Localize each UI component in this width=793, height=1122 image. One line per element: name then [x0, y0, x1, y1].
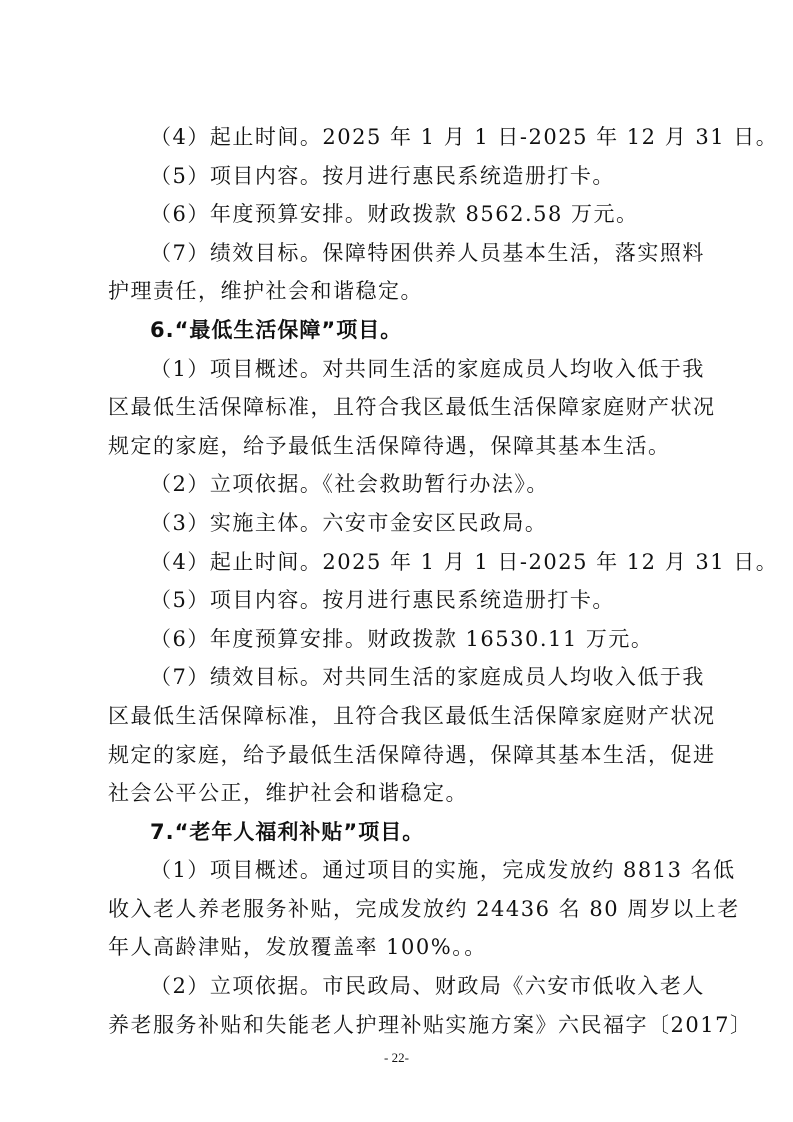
paragraph-line: 养老服务补贴和失能老人护理补贴实施方案》六民福字〔2017〕: [108, 1012, 753, 1037]
paragraph-line: 社会公平公正，维护社会和谐稳定。: [108, 781, 468, 806]
paragraph-line: 规定的家庭，给予最低生活保障待遇，保障其基本生活。: [108, 433, 671, 458]
paragraph-line: （3）实施主体。六安市金安区民政局。: [150, 510, 548, 535]
paragraph-line: 年人高龄津贴，发放覆盖率 100%。。: [108, 935, 487, 960]
paragraph-line: 护理责任，维护社会和谐稳定。: [108, 279, 423, 304]
paragraph-line: （4）起止时间。2025 年 1 月 1 日-2025 年 12 月 31 日。: [150, 125, 779, 149]
page-number: - 22-: [384, 1050, 409, 1065]
paragraph-line: （6）年度预算安排。财政拨款 8562.58 万元。: [150, 202, 639, 227]
paragraph-line: 区最低生活保障标准，且符合我区最低生活保障家庭财产状况: [108, 703, 716, 728]
paragraph-line: 收入老人养老服务补贴，完成发放约 24436 名 80 周岁以上老: [108, 896, 740, 921]
paragraph-line: 规定的家庭，给予最低生活保障待遇，保障其基本生活，促进: [108, 742, 716, 767]
paragraph-line: （5）项目内容。按月进行惠民系统造册打卡。: [150, 163, 615, 188]
paragraph-line: （5）项目内容。按月进行惠民系统造册打卡。: [150, 588, 615, 613]
paragraph-line: （7）绩效目标。保障特困供养人员基本生活，落实照料: [150, 240, 705, 265]
paragraph-line: （2）立项依据。《社会救助暂行办法》。: [150, 472, 549, 497]
paragraph-line: 区最低生活保障标准，且符合我区最低生活保障家庭财产状况: [108, 395, 716, 420]
paragraph-line: （2）立项依据。市民政局、财政局《六安市低收入老人: [150, 974, 705, 999]
paragraph-line: （6）年度预算安排。财政拨款 16530.11 万元。: [150, 626, 654, 651]
paragraph-line: （7）绩效目标。对共同生活的家庭成员人均收入低于我: [150, 665, 705, 690]
paragraph-line: （1）项目概述。通过项目的实施，完成发放约 8813 名低: [150, 858, 736, 883]
paragraph-line: （1）项目概述。对共同生活的家庭成员人均收入低于我: [150, 356, 705, 381]
paragraph-line: （4）起止时间。2025 年 1 月 1 日-2025 年 12 月 31 日。: [150, 549, 779, 574]
section-heading: 7.“老年人福利补贴”项目。: [150, 819, 425, 844]
document-body: [108, 118, 779, 1044]
section-heading: 6.“最低生活保障”项目。: [150, 317, 403, 342]
